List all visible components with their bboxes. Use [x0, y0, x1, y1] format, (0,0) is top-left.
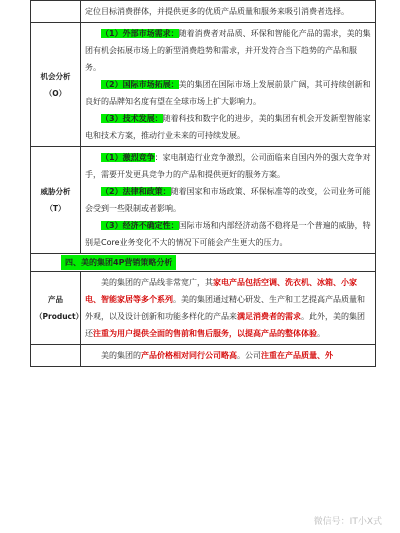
highlight-tag: （3）经济不确定性：	[101, 221, 179, 230]
text-span: 国际市场和内部经济动荡不稳将是一个普遍的威胁，特别是Core业务变化不大的情况下可能会产生更大的压力。	[85, 221, 371, 247]
content-cell	[81, 147, 376, 254]
emphasis-red: 家电产品包括空调、洗衣机、冰箱、小家电、智能家居等多个系列	[85, 278, 357, 304]
paragraph	[85, 183, 371, 217]
empty-label-cell	[31, 345, 81, 367]
watermark: 微信号：IT小X式	[313, 517, 382, 527]
section-title: 四、美的集团4P营销策略分析	[61, 255, 176, 270]
text-span: ：家电制造行业竞争激烈，公司面临来自国内外的强大竞争对手，需要开发更具竞争力的产品和提供更好的服务方案。	[85, 153, 371, 179]
paragraph: 定位目标消费群体，并提供更多的优质产品质量和服务来吸引消费者选择。	[85, 7, 349, 16]
text-span: 美的集团的	[101, 351, 141, 360]
paragraph	[85, 347, 371, 364]
table-row-product	[31, 272, 376, 345]
emphasis-red: 产品价格相对同行公司略高	[141, 351, 237, 360]
emphasis-red: 注重在产品质量、外	[261, 351, 333, 360]
table-row-threat	[31, 147, 376, 254]
table-row-price	[31, 345, 376, 367]
text-span: 随着消费者对品质、环保和智能化产品的需求，美的集团有机会拓展市场上的新型消费趋势和需求，并开发符合当下趋势的产品和服务。	[85, 29, 371, 72]
table-row-opportunity	[31, 23, 376, 147]
content-cell	[81, 345, 376, 367]
emphasis-red: 满足消费者的需求	[237, 312, 301, 321]
highlight-tag: （1）外部市场需求：	[101, 29, 179, 38]
analysis-table	[30, 0, 376, 367]
paragraph	[85, 110, 371, 144]
text-span: 。	[317, 329, 325, 338]
row-label-product: 产品（Product）	[31, 272, 81, 345]
row-label-opportunity: 机会分析（O）	[31, 23, 81, 147]
content-cell	[81, 1, 376, 23]
highlight-tag: （2）法律和政策：	[101, 187, 171, 196]
text-span: 。公司	[237, 351, 261, 360]
table-row-continuation	[31, 1, 376, 23]
text-span: 随着国家和市场政策、环保标准等的改变，公司业务可能会受到一些限制或者影响。	[85, 187, 371, 213]
paragraph	[85, 274, 371, 342]
text-span: 随着科技和数字化的进步，美的集团有机会开发新型智能家电和技术方案，推动行业未来的可持续发展。	[85, 114, 371, 140]
emphasis-red: 注重为用户提供全面的售前和售后服务，以提高产品的整体体验	[93, 329, 317, 338]
section-heading-cell	[31, 254, 376, 272]
paragraph	[85, 25, 371, 76]
text-span: 美的集团的产品线非常宽广，其	[101, 278, 213, 287]
text-span: 美的集团在国际市场上发展前景广阔，其可持续创新和良好的品牌知名度有望在全球市场上扩大影响力。	[85, 80, 371, 106]
highlight-tag: （1）激烈竞争	[101, 153, 155, 162]
paragraph	[85, 217, 371, 251]
content-cell	[81, 272, 376, 345]
table-row-section-heading	[31, 254, 376, 272]
highlight-tag: （2）国际市场拓展：	[101, 80, 179, 89]
row-label-threat: 威胁分析（T）	[31, 147, 81, 254]
empty-label-cell	[31, 1, 81, 23]
text-span: 。美的集团通过精心研发、生产和工艺提高产品质量和外观，以及设计创新和功能多样化的产品来	[85, 295, 365, 321]
content-cell	[81, 23, 376, 147]
text-span: 。此外，美的集团还	[85, 312, 365, 338]
paragraph	[85, 149, 371, 183]
highlight-tag: （3）技术发展：	[101, 114, 163, 123]
paragraph	[85, 76, 371, 110]
